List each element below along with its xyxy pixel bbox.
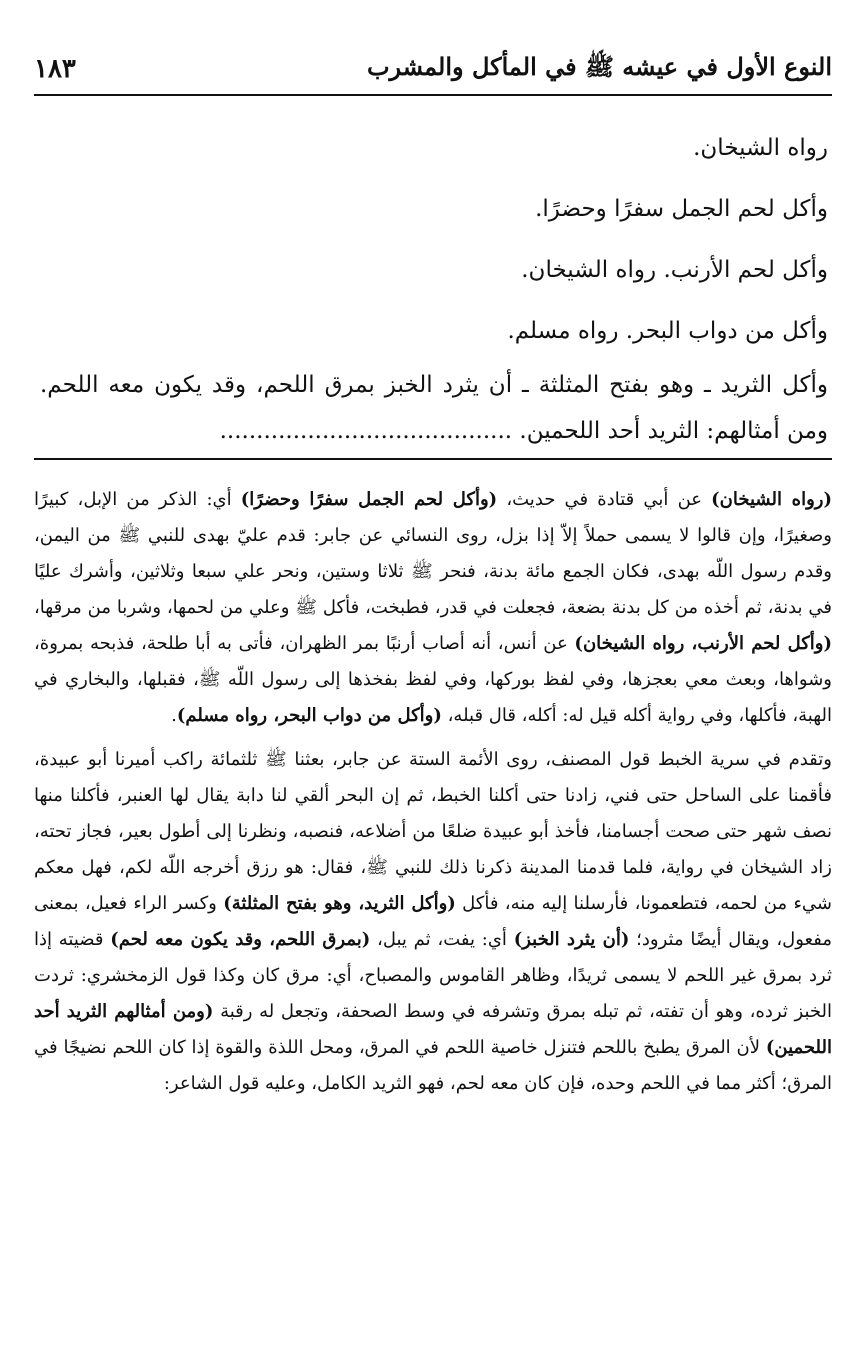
bold-quote: (وأكل لحم الأرنب، رواه الشيخان): [574, 633, 832, 654]
matn-line: وأكل لحم الأرنب. رواه الشيخان.: [521, 257, 828, 283]
commentary: [34, 482, 832, 1102]
commentary-text: أي: الذكر من الإبل، كبيرًا وصغيرًا، وإن قالوا لا يسمى حملاً إلاّ إذا بزل، روى النسائي عن جابر: قدم عليّ بهدى للنبي ﷺ من اليمن، وقدم رسول اللّه بهدى، فكان الجمع مائة بدنة، فنحر ﷺ ثلاثا وستين، ونحر علي سبعا وثلاثين، وأشرك عليًا في بدنة، ثم أخذه من كل بدنة بضعة، فجعلت في قدر، فطبخت، فأكل ﷺ وعلي من لحمها، وشربا من مرقها،: [34, 489, 832, 618]
commentary-text: عن أبي قتادة في حديث،: [497, 489, 712, 510]
matn-line: وأكل لحم الجمل سفرًا وحضرًا.: [535, 196, 828, 222]
commentary-paragraph: [34, 482, 832, 734]
bold-quote: (أن يثرد الخبز): [513, 929, 630, 950]
commentary-text: .: [171, 705, 177, 726]
bold-quote: (بمرق اللحم، وقد يكون معه لحم): [110, 929, 371, 950]
commentary-text: أي: يفت، ثم يبل،: [370, 929, 514, 950]
bold-quote: (وأكل الثريد، وهو بفتح المثلثة): [223, 893, 456, 914]
commentary-text: وتقدم في سرية الخبط قول المصنف، روى الأئمة الستة عن جابر، بعثنا ﷺ ثلثمائة راكب أميرنا أبو عبيدة، فأقمنا على الساحل حتى فني، زادنا حتى أكلنا الخبط، ثم إن البحر ألقي لنا دابة يقال لها العنبر، فأكلنا منها نصف شهر حتى صحت أجسامنا، فأخذ أبو عبيدة ضلعًا من أضلاعه، فنصبه، ونظرنا إلى أطول بعير، فجاز تحته، زاد الشيخان في رواية، فلما قدمنا المدينة ذكرنا ذلك للنبي ﷺ، فقال: هو رزق أخرجه اللّه لكم، فهل معكم شيء من لحمه، فتطعمونا، فأرسلنا إليه منه، فأكل: [34, 749, 833, 914]
bold-quote: (وأكل من دواب البحر، رواه مسلم): [176, 705, 442, 726]
matn-paragraph-text: وأكل الثريد ـ وهو بفتح المثلثة ـ أن يثرد الخبز بمرق اللحم، وقد يكون معه اللحم. ومن أمثالهم: الثريد أحد اللحمين.: [40, 372, 828, 444]
matn-line: وأكل من دواب البحر. رواه مسلم.: [507, 318, 828, 344]
bold-quote: (رواه الشيخان): [711, 489, 832, 510]
matn-paragraph: [40, 362, 828, 454]
bold-quote: (ومن أمثالهم الثريد أحد اللحمين): [34, 1001, 832, 1058]
matn-line: رواه الشيخان.: [693, 135, 828, 161]
commentary-text: لأن المرق يطبخ باللحم فتنزل خاصية اللحم في المرق، ومحل اللذة والقوة إذا كان اللحم نضيجًا في المرق؛ أكثر مما في اللحم وحده، فإن كان معه لحم، فهو الثريد الكامل، وعليه قول الشاعر:: [34, 1037, 832, 1094]
commentary-text: عن أنس، أنه أصاب أرنبًا بمر الظهران، فأتى به أبا طلحة، فذبحه بمروة، وشواها، وبعث معي بعجزها، وفي لفظ بوركها، وفي لفظ بفخذها إلى رسول اللّه ﷺ، فقبلها، والبخاري في الهبة، فأكلها، وفي رواية أكله قيل له: أكله، قال قبله،: [34, 633, 832, 726]
commentary-paragraph: [34, 742, 832, 1102]
page-number: ١٨٣: [34, 54, 76, 84]
running-title: النوع الأول في عيشه ﷺ في المأكل والمشرب: [366, 51, 832, 81]
dotted-leader: ........................................: [219, 418, 513, 444]
separator-rule: [34, 458, 832, 460]
commentary-text: قضيته إذا ثرد بمرق غير اللحم لا يسمى ثريدًا، وظاهر القاموس والمصباح، أي: مرق كان وكذا قول الزمخشري: ثردت الخبز ثرده، وهو أن تفته، ثم تبله بمرق وتشرفه في وسط الصحفة، وتجعل له رقبة: [34, 929, 832, 1022]
page-header: [34, 44, 832, 96]
main-text: [40, 118, 828, 454]
bold-quote: (وأكل لحم الجمل سفرًا وحضرًا): [240, 489, 498, 510]
commentary-text: وكسر الراء فعيل، بمعنى مفعول، ويقال أيضًا مثرود؛: [34, 893, 832, 950]
